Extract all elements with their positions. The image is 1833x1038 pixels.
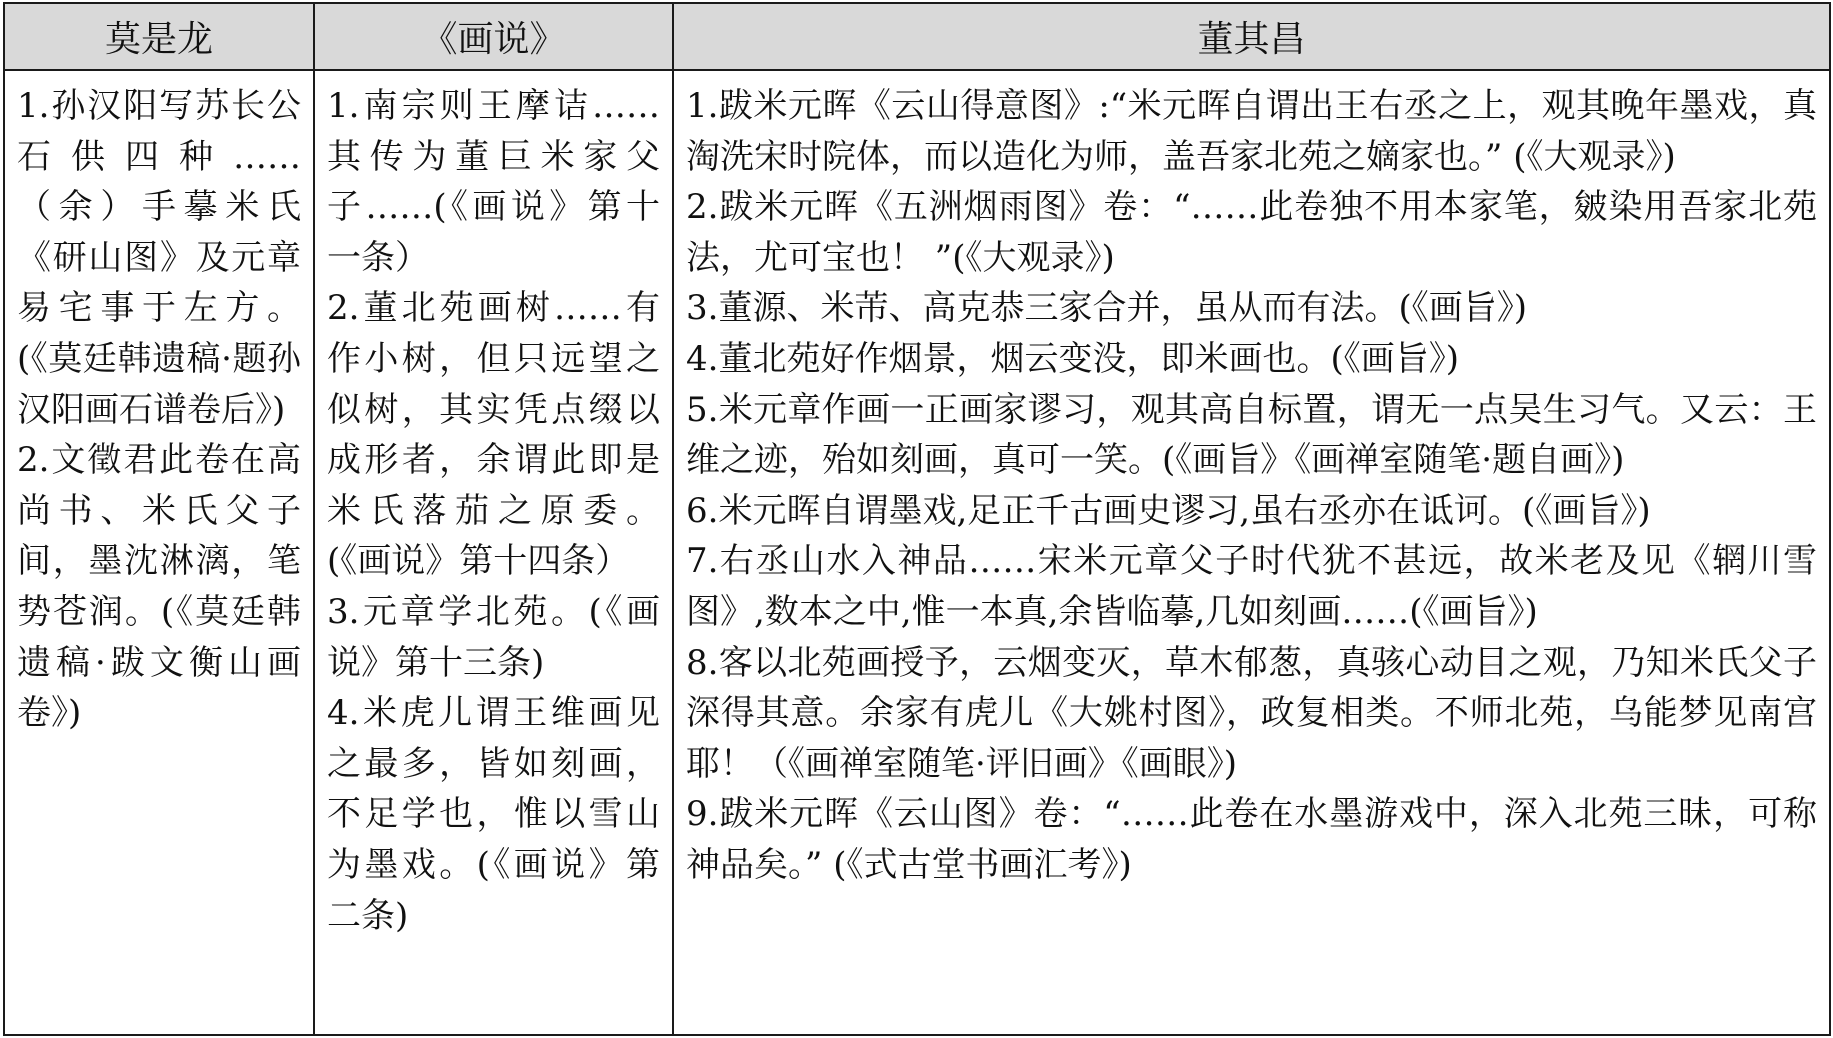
table-header (4, 3, 1830, 70)
quote-entry: 1.跋米元晖《云山得意图》:“米元晖自谓出王右丞之上，观其晚年墨戏，真淘洗宋时院体，而以造化为师，盖吾家北苑之嫡家也。” (《大观录》) (686, 86, 1817, 177)
quote-entry: 7.右丞山水入神品……宋米元章父子时代犹不甚远，故米老及见《辋川雪图》,数本之中,惟一本真,余皆临摹,几如刻画……(《画旨》) (686, 541, 1817, 632)
quote-entry: 2.文徵君此卷在高尚书、米氏父子间，墨沈淋漓，笔势苍润。(《莫廷韩遗稿·跋文衡山画卷》) (17, 440, 301, 734)
column-header-dong-qichang: 董其昌 (673, 3, 1830, 70)
quote-entry: 4.董北苑好作烟景，烟云变没，即米画也。(《画旨》) (686, 338, 1459, 379)
cell-mo-shilong (4, 70, 314, 1035)
quote-entry: 5.米元章作画一正画家谬习，观其高自标置，谓无一点吴生习气。又云：王维之迹，殆如刻画，真可一笑。(《画旨》《画禅室随笔·题自画》) (686, 389, 1817, 481)
quote-entry: 3.元章学北苑。(《画说》第十三条) (327, 591, 660, 683)
quote-entry: 2.董北苑画树……有作小树，但只远望之似树，其实凭点缀以成形者，余谓此即是米氏落茄之原委。(《画说》第十四条） (327, 288, 660, 582)
column-header-huashuo: 《画说》 (314, 3, 673, 70)
quote-entry: 9.跋米元晖《云山图》卷：“……此卷在水墨游戏中，深入北苑三昧，可称神品矣。” (《式古堂书画汇考》) (686, 794, 1817, 885)
quote-entry: 1.南宗则王摩诘……其传为董巨米家父子……(《画说》第十一条） (327, 86, 660, 278)
quote-entry: 3.董源、米芾、高克恭三家合并，虽从而有法。(《画旨》) (686, 288, 1527, 329)
quote-entry: 2.跋米元晖《五洲烟雨图》卷：“……此卷独不用本家笔，皴染用吾家北苑法，尤可宝也！ ”(《大观录》) (686, 187, 1817, 278)
quote-entry: 6.米元晖自谓墨戏,足正千古画史谬习,虽右丞亦在诋诃。(《画旨》) (686, 490, 1651, 531)
column-header-mo-shilong: 莫是龙 (4, 3, 314, 70)
cell-huashuo (314, 70, 673, 1035)
table-row (4, 70, 1830, 1035)
cell-dong-qichang (673, 70, 1830, 1035)
quote-entry: 1.孙汉阳写苏长公石供四种……（余）手摹米氏《研山图》及元章易宅事于左方。(《莫廷韩遗稿·题孙汉阳画石谱卷后》) (17, 86, 301, 430)
table-body (4, 70, 1830, 1035)
quote-entry: 8.客以北苑画授予，云烟变灭，草木郁葱，真骇心动目之观，乃知米氏父子深得其意。余家有虎儿《大姚村图》，政复相类。不师北苑，乌能梦见南宫耶！（《画禅室随笔·评旧画》《画眼》) (686, 642, 1817, 784)
quote-entry: 4.米虎儿谓王维画见之最多，皆如刻画，不足学也，惟以雪山为墨戏。(《画说》第二条) (327, 693, 660, 936)
comparison-table (3, 2, 1831, 1036)
header-row (4, 3, 1830, 70)
